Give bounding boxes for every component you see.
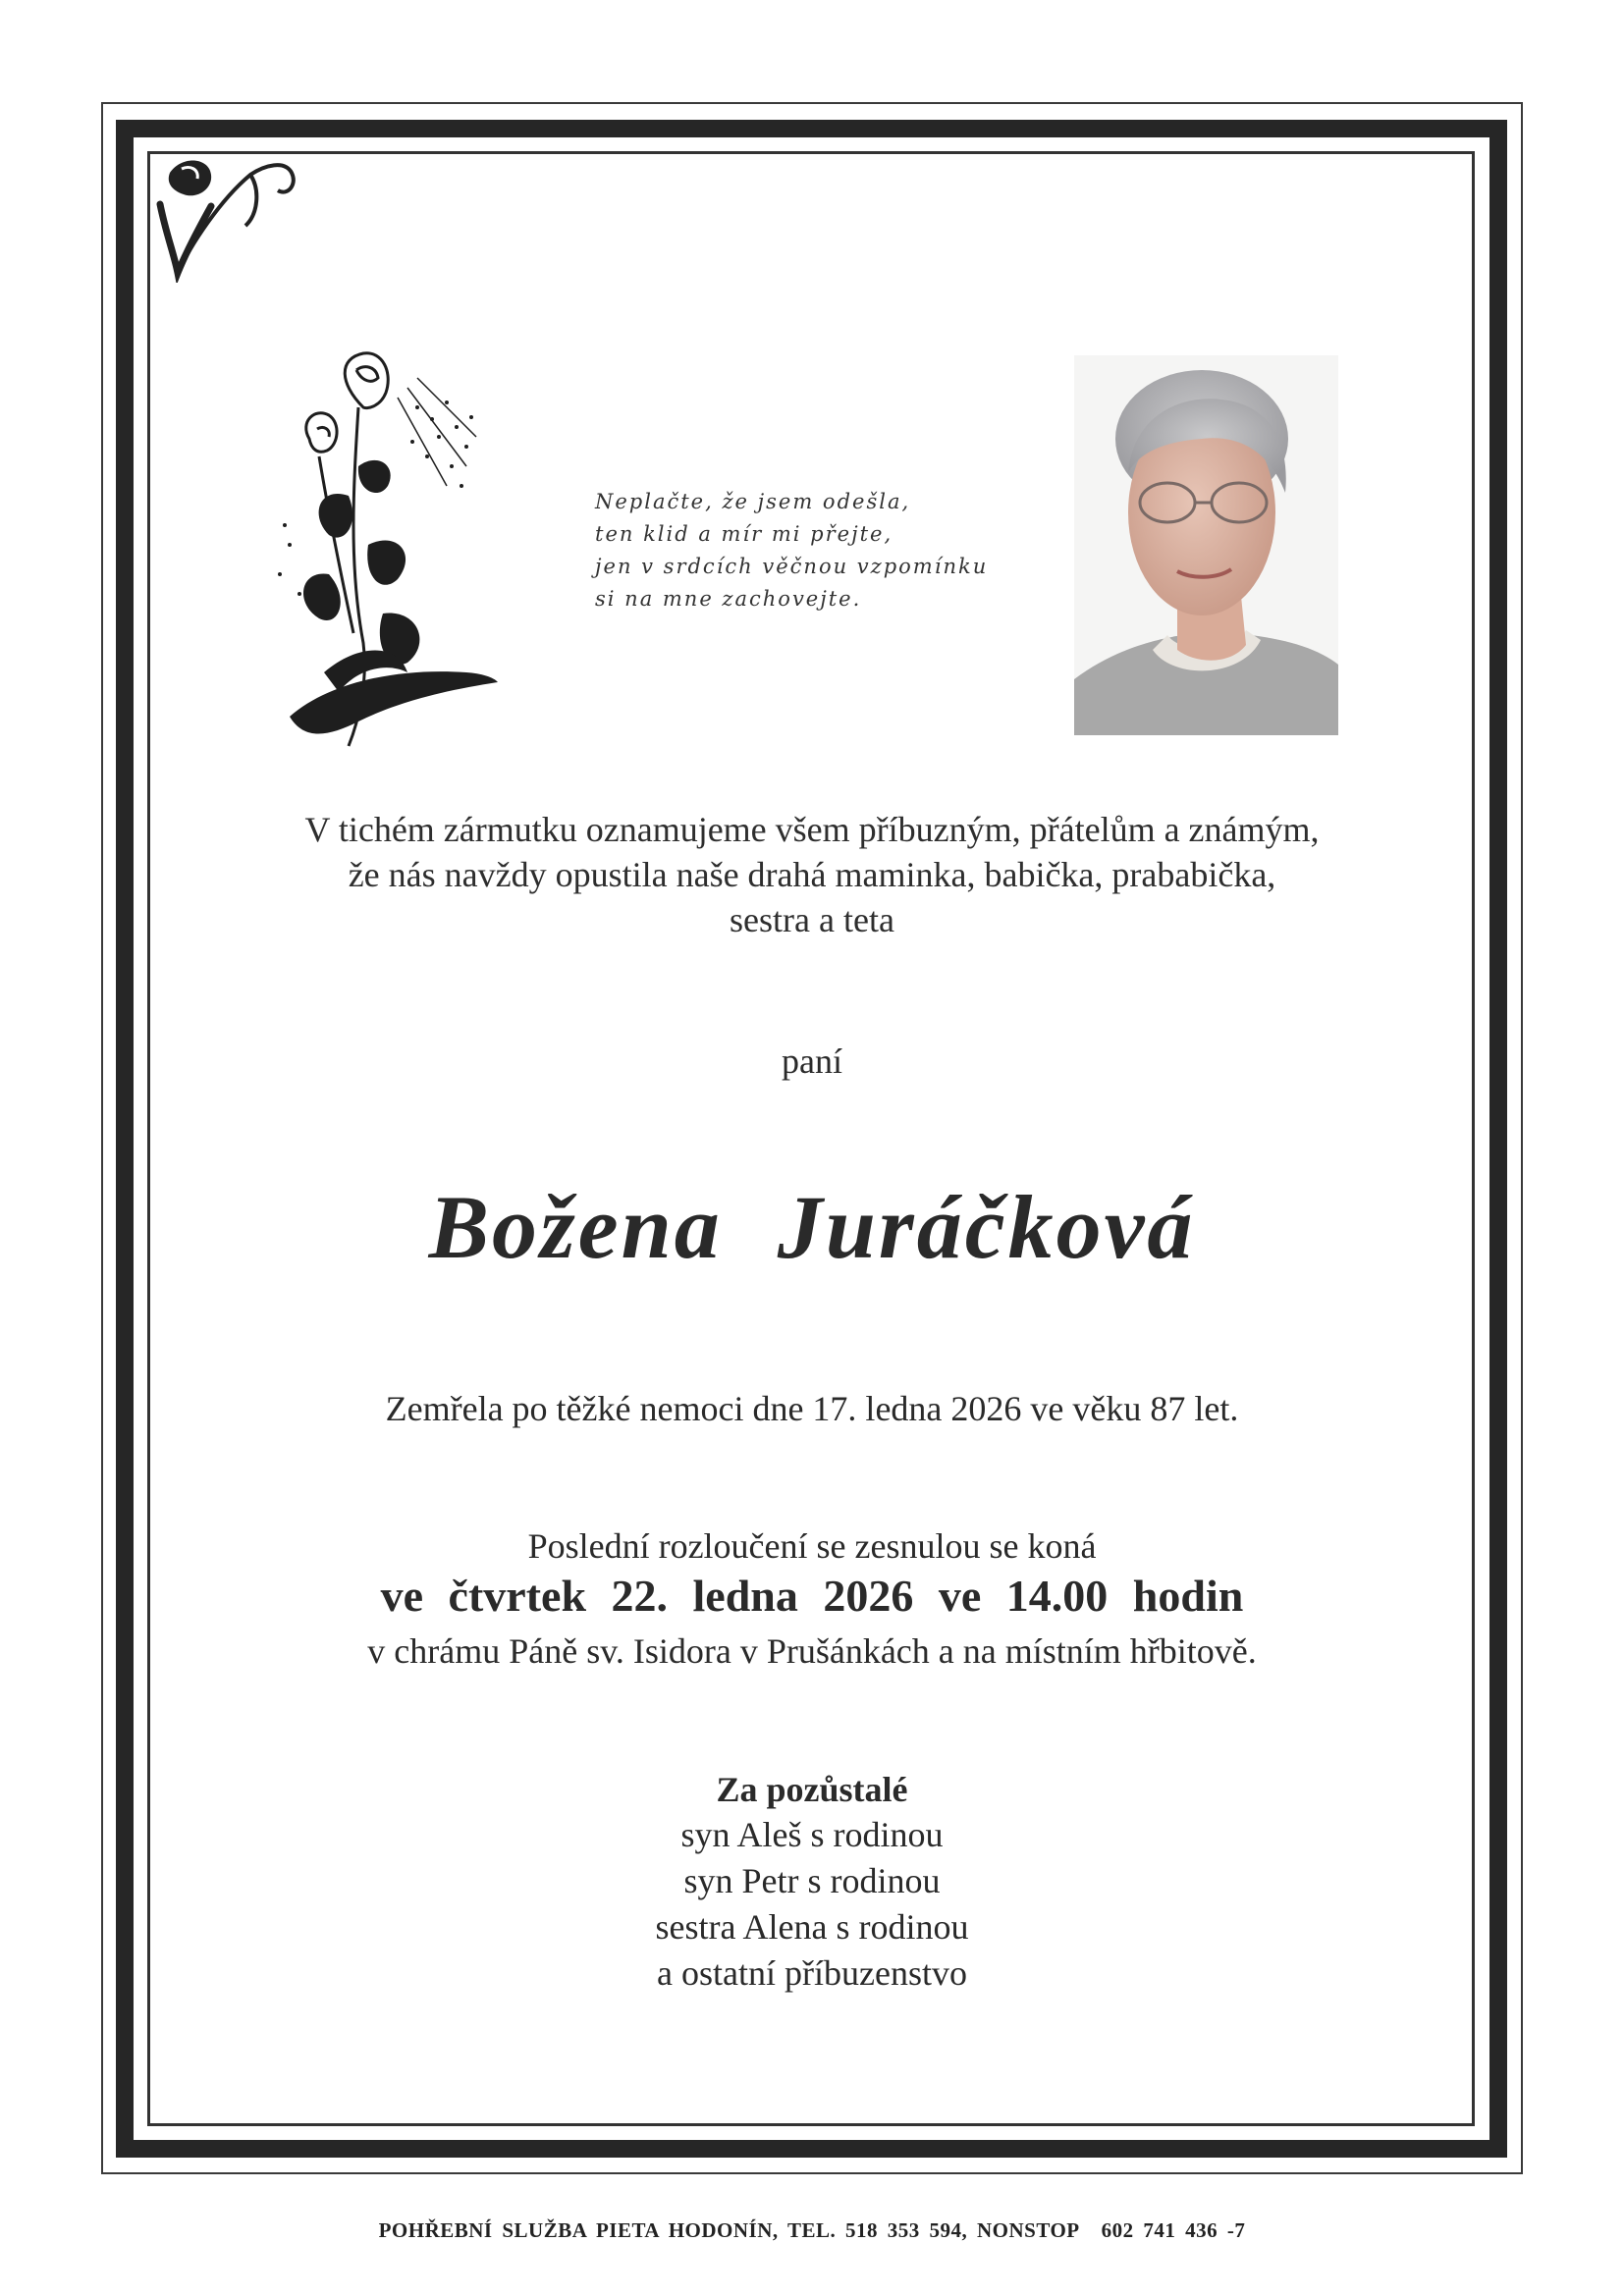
honorific: paní [782, 1041, 842, 1081]
survivor-line: a ostatní příbuzenstvo [657, 1953, 967, 1993]
death-notice: Zemřela po těžké nemoci dne 17. ledna 2026 ve věku 87 let. [385, 1389, 1239, 1428]
farewell-place: v chrámu Páně sv. Isidora v Prušánkách a na místním hřbitově. [367, 1631, 1257, 1671]
announcement-line: sestra a teta [730, 900, 894, 939]
footer-company: POHŘEBNÍ SLUŽBA PIETA HODONÍN, TEL. 518 353 594, NONSTOP [378, 2218, 1080, 2242]
verse-line: Neplačte, že jsem odešla, [595, 490, 911, 513]
announcement-text [0, 807, 1624, 942]
survivors-title: Za pozůstalé [716, 1770, 908, 1809]
verse-line: jen v srdcích věčnou vzpomínku [595, 555, 989, 578]
footer-nonstop-phone: 602 741 436 -7 [1101, 2218, 1246, 2242]
portrait-photo [1074, 355, 1338, 735]
announcement-line: V tichém zármutku oznamujeme všem příbuzným, přátelům a známým, [304, 810, 1320, 849]
footer-funeral-service [0, 2218, 1624, 2243]
rose-bouquet-icon [270, 348, 501, 756]
verse-line: ten klid a mír mi přejte, [595, 522, 893, 546]
farewell-intro: Poslední rozloučení se zesnulou se koná [527, 1526, 1097, 1566]
survivor-line: syn Aleš s rodinou [680, 1815, 944, 1854]
announcement-line: že nás navždy opustila naše drahá maminka, babička, prababička, [348, 855, 1276, 894]
deceased-name: Božena Juráčková [428, 1177, 1196, 1277]
verse-line: si na mne zachovejte. [595, 587, 862, 611]
memorial-verse [595, 486, 1027, 615]
farewell-date-time: ve čtvrtek 22. ledna 2026 ve 14.00 hodin [380, 1571, 1244, 1621]
survivor-line: syn Petr s rodinou [683, 1861, 941, 1900]
survivor-line: sestra Alena s rodinou [655, 1907, 969, 1947]
survivors-list [0, 1812, 1624, 1997]
corner-ornament-icon [152, 145, 299, 283]
